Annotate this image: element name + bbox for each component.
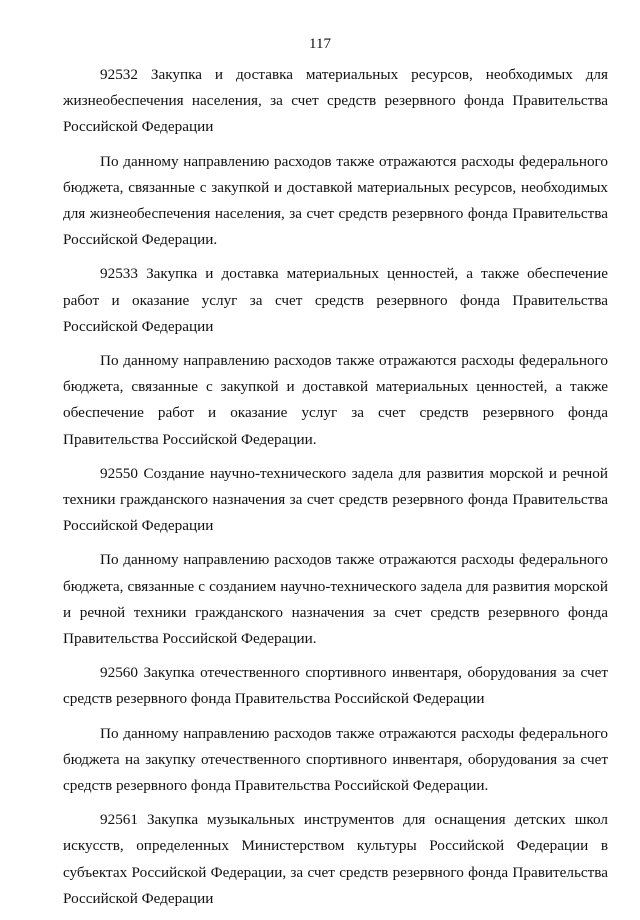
paragraph-92560-description: По данному направлению расходов также отражаются расходы федерального бюджета на закупку отечественного спортивного инвентаря, оборудования за счет средств резервного фонда Правительства Российской Федерации. <box>63 724 608 795</box>
paragraph-92550-title: 92550 Создание научно-технического задела для развития морской и речной техники гражданского назначения за счет средств резервного фонда Правительства Российской Федерации <box>63 464 608 535</box>
paragraph-92533-description: По данному направлению расходов также отражаются расходы федерального бюджета, связанные с закупкой и доставкой материальных ценностей, а также обеспечение работ и оказание услуг за счет средств резервного фонда Правительства Российской Федерации. <box>63 352 608 448</box>
paragraph-92550-description: По данному направлению расходов также отражаются расходы федерального бюджета, связанные с созданием научно-технического задела для развития морской и речной техники гражданского назначения за счет средств резервного фонда Правительства Российской Федерации. <box>63 551 608 648</box>
paragraph-92561-title: 92561 Закупка музыкальных инструментов для оснащения детских школ искусств, определенных Министерством культуры Российской Федерации в субъектах Российской Федерации, за счет средств резервного фонда Правительства Российской Федерации <box>63 811 608 907</box>
page-number: 117 <box>309 36 331 52</box>
paragraph-92533-title: 92533 Закупка и доставка материальных ценностей, а также обеспечение работ и оказание услуг за счет средств резервного фонда Правительства Российской Федерации <box>63 265 608 335</box>
paragraph-92532-description: По данному направлению расходов также отражаются расходы федерального бюджета, связанные с закупкой и доставкой материальных ресурсов, необходимых для жизнеобеспечения населения, за счет средств резервного фонда Правительства Российской Федерации. <box>63 152 608 249</box>
paragraph-92560-title: 92560 Закупка отечественного спортивного инвентаря, оборудования за счет средств резервного фонда Правительства Российской Федерации <box>63 664 608 708</box>
paragraph-92532-title: 92532 Закупка и доставка материальных ресурсов, необходимых для жизнеобеспечения населения, за счет средств резервного фонда Правительства Российской Федерации <box>63 66 608 136</box>
document-body <box>63 62 608 920</box>
